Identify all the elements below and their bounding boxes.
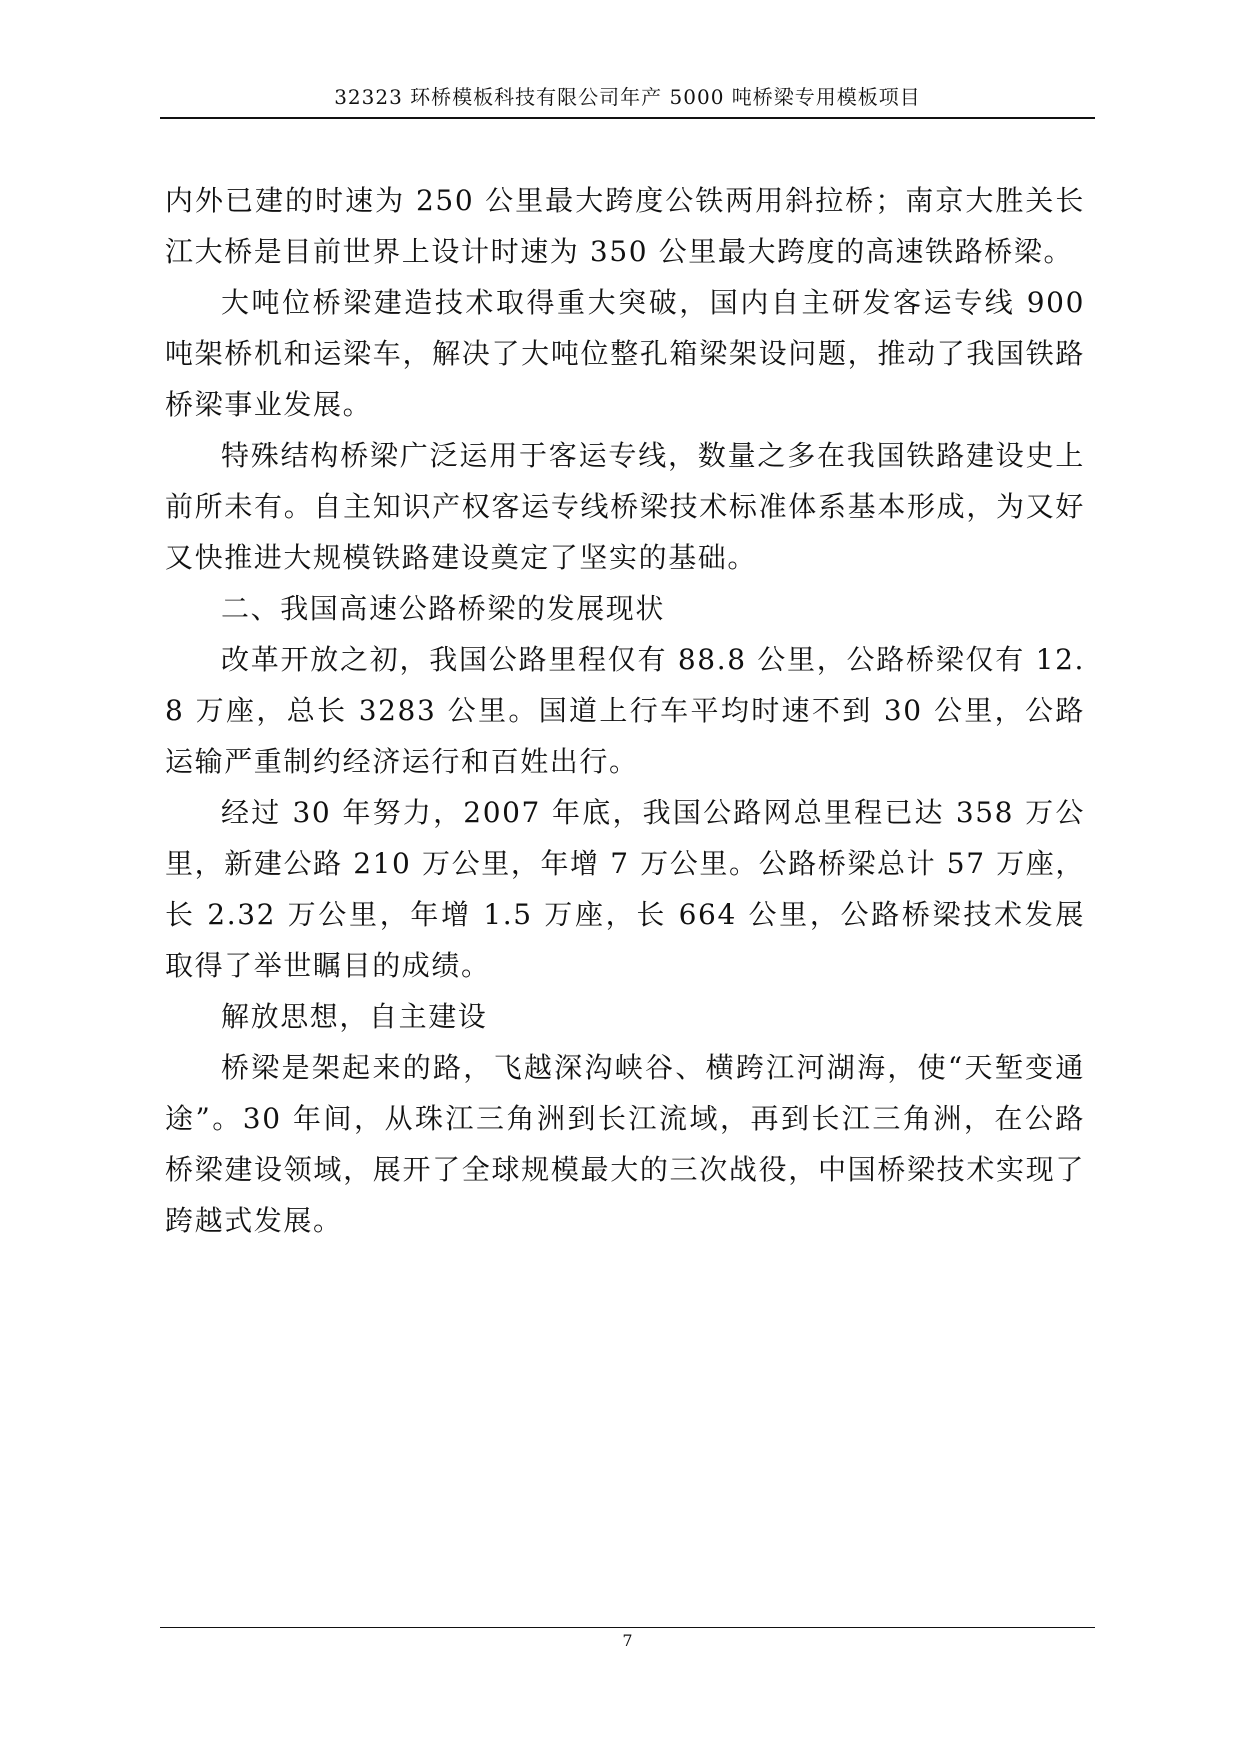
page-number: 7 xyxy=(622,1631,633,1650)
document-body xyxy=(165,175,1085,1246)
paragraph: 特殊结构桥梁广泛运用于客运专线，数量之多在我国铁路建设史上前所未有。自主知识产权客运专线桥梁技术标准体系基本形成，为又好又快推进大规模铁路建设奠定了坚实的基础。 xyxy=(165,439,1085,574)
subsection-heading: 解放思想，自主建设 xyxy=(221,1000,488,1033)
header-divider xyxy=(160,117,1095,119)
paragraph-continuation: 内外已建的时速为 250 公里最大跨度公铁两用斜拉桥；南京大胜关长江大桥是目前世界上设计时速为 350 公里最大跨度的高速铁路桥梁。 xyxy=(165,184,1085,268)
paragraph: 桥梁是架起来的路，飞越深沟峡谷、横跨江河湖海，使“天堑变通途”。30 年间，从珠江三角洲到长江流域，再到长江三角洲，在公路桥梁建设领域，展开了全球规模最大的三次战役，中国桥梁技术实现了跨越式发展。 xyxy=(165,1051,1085,1237)
page-header: 32323 环桥模板科技有限公司年产 5000 吨桥梁专用模板项目 xyxy=(334,85,921,109)
paragraph: 大吨位桥梁建造技术取得重大突破，国内自主研发客运专线 900 吨架桥机和运梁车，解决了大吨位整孔箱梁架设问题，推动了我国铁路桥梁事业发展。 xyxy=(165,286,1085,421)
paragraph: 经过 30 年努力，2007 年底，我国公路网总里程已达 358 万公里，新建公路 210 万公里，年增 7 万公里。公路桥梁总计 57 万座，长 2.32 万公里，年增 1.5 万座，长 664 公里，公路桥梁技术发展取得了举世瞩目的成绩。 xyxy=(165,796,1085,982)
footer-divider xyxy=(160,1627,1095,1628)
paragraph: 改革开放之初，我国公路里程仅有 88.8 公里，公路桥梁仅有 12.8 万座，总长 3283 公里。国道上行车平均时速不到 30 公里，公路运输严重制约经济运行和百姓出行。 xyxy=(165,643,1085,778)
section-heading: 二、我国高速公路桥梁的发展现状 xyxy=(221,592,666,625)
